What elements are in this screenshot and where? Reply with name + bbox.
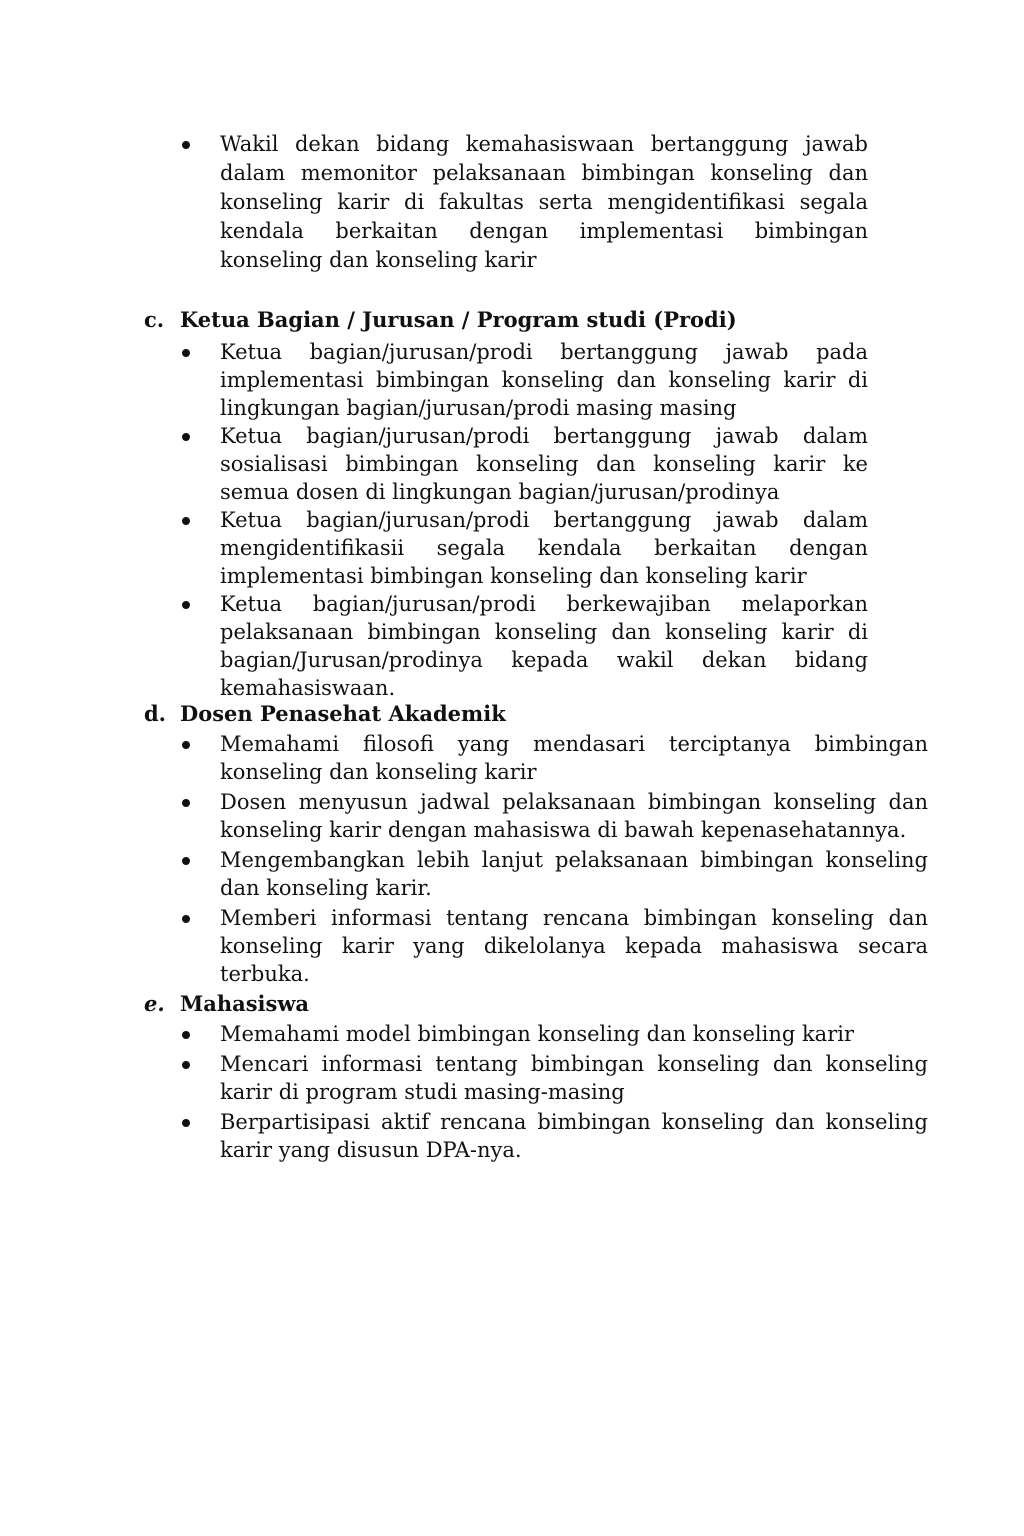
bullet-icon (182, 857, 190, 865)
list-item-text: Mengembangkan lebih lanjut pelaksanaan bimbingan konseling dan konseling karir. (220, 848, 928, 900)
bullet-icon (182, 741, 190, 749)
list-item-text: Dosen menyusun jadwal pelaksanaan bimbingan konseling dan konseling karir dengan mahasiswa di bawah kepenasehatannya. (220, 790, 928, 842)
bullet-icon (182, 799, 190, 807)
list-item-text: Ketua bagian/jurusan/prodi berkewajiban melaporkan pelaksanaan bimbingan konseling dan konseling karir di bagian/Jurusan/prodinya kepada wakil dekan bidang kemahasiswaan. (220, 592, 868, 700)
section-title: Dosen Penasehat Akademik (180, 701, 506, 726)
bullet-icon (182, 141, 190, 149)
list-item-text: Mencari informasi tentang bimbingan konseling dan konseling karir di program studi masing-masing (220, 1052, 928, 1104)
section-title: Mahasiswa (180, 991, 310, 1016)
bullet-icon (182, 1061, 190, 1069)
list-item (178, 506, 868, 590)
list-item-text: Ketua bagian/jurusan/prodi bertanggung jawab pada implementasi bimbingan konseling dan konseling karir di lingkungan bagian/jurusan/prodi masing masing (220, 340, 868, 420)
section-letter: e. (144, 991, 165, 1016)
bullet-icon (182, 1031, 190, 1039)
list-item-text: Memberi informasi tentang rencana bimbingan konseling dan konseling karir yang dikelolanya kepada mahasiswa secara terbuka. (220, 906, 928, 986)
list-item-text: Berpartisipasi aktif rencana bimbingan konseling dan konseling karir yang disusun DPA-nya. (220, 1110, 928, 1162)
list-item (178, 788, 928, 844)
bullet-icon (182, 1119, 190, 1127)
list-item (178, 590, 868, 702)
bullet-icon (182, 433, 190, 441)
list-item-text: Memahami filosofi yang mendasari terciptanya bimbingan konseling dan konseling karir (220, 732, 928, 784)
section-c-bullet-list (178, 338, 868, 702)
section-letter: c. (144, 307, 165, 332)
section-heading-d (144, 700, 506, 728)
list-item-text: Ketua bagian/jurusan/prodi bertanggung jawab dalam sosialisasi bimbingan konseling dan konseling karir ke semua dosen di lingkungan bagian/jurusan/prodinya (220, 424, 868, 504)
section-title: Ketua Bagian / Jurusan / Program studi (Prodi) (180, 307, 737, 332)
section-letter: d. (144, 701, 166, 726)
section-d-bullet-list (178, 730, 928, 988)
list-item (178, 338, 868, 422)
bullet-icon (182, 517, 190, 525)
bullet-icon (182, 601, 190, 609)
bullet-icon (182, 349, 190, 357)
list-item (178, 422, 868, 506)
section-heading-c (144, 306, 737, 334)
bullet-icon (182, 915, 190, 923)
list-item (178, 1050, 928, 1106)
section-e-bullet-list (178, 1020, 928, 1164)
intro-bullet-list (178, 130, 868, 275)
list-item-text: Wakil dekan bidang kemahasiswaan bertanggung jawab dalam memonitor pelaksanaan bimbingan konseling dan konseling karir di fakultas serta mengidentifikasi segala kendala berkaitan dengan implementasi bimbingan konseling dan konseling karir (220, 132, 868, 272)
list-item (178, 730, 928, 786)
list-item (178, 846, 928, 902)
list-item (178, 904, 928, 988)
list-item (178, 130, 868, 275)
list-item (178, 1108, 928, 1164)
section-heading-e (144, 990, 309, 1018)
list-item-text: Memahami model bimbingan konseling dan konseling karir (220, 1022, 854, 1046)
list-item (178, 1020, 928, 1048)
list-item-text: Ketua bagian/jurusan/prodi bertanggung jawab dalam mengidentifikasii segala kendala berkaitan dengan implementasi bimbingan konseling dan konseling karir (220, 508, 868, 588)
